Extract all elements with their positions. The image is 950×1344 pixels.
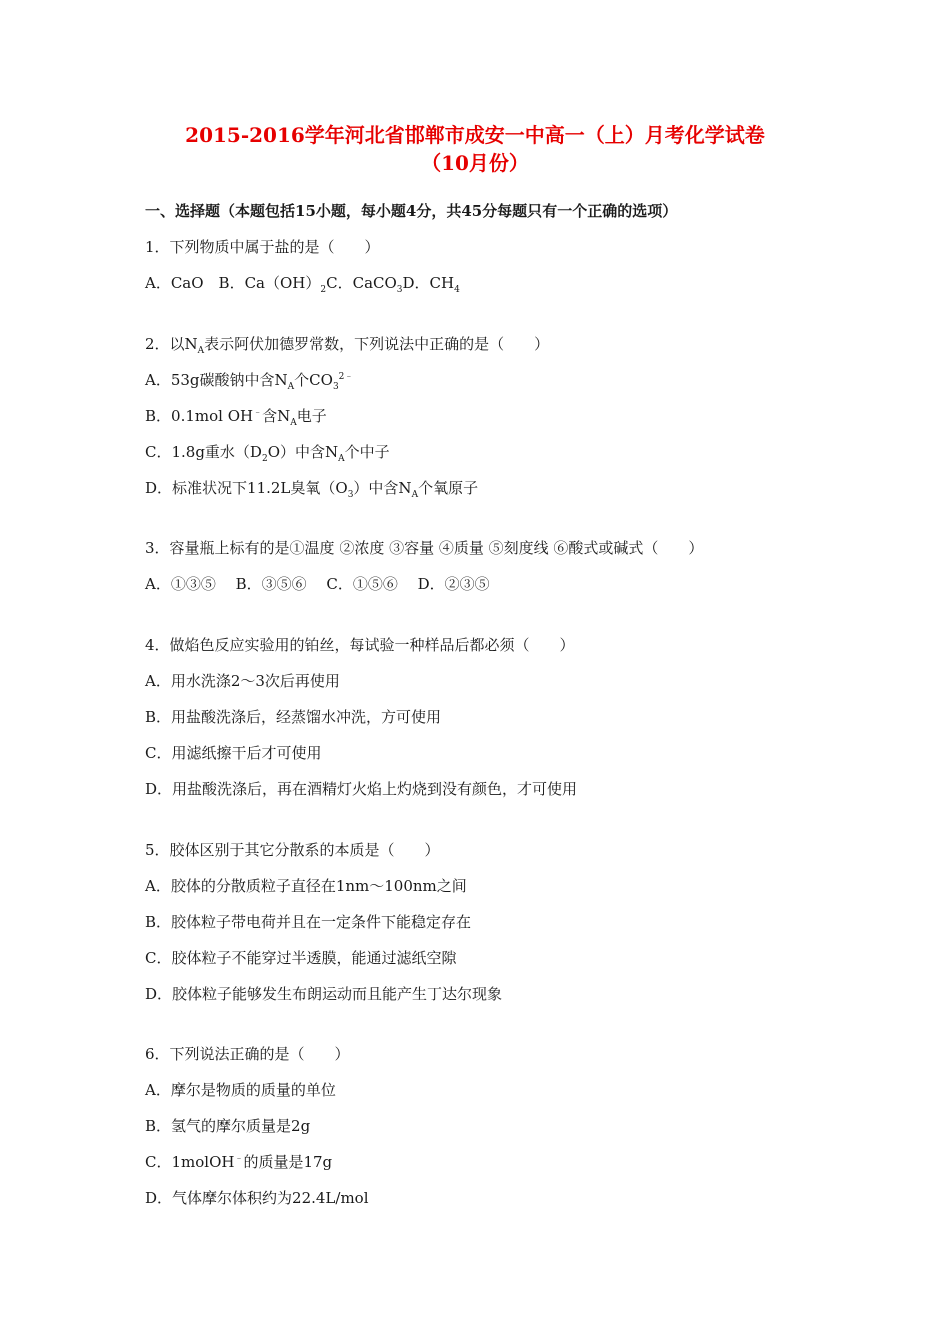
q2c-text: C．1.8g重水（D bbox=[145, 443, 262, 461]
q2d-subscript: A bbox=[411, 490, 419, 500]
exam-title: 2015-2016学年河北省邯郸市成安一中高一（上）月考化学试卷 bbox=[185, 123, 765, 147]
q2b-text: 电子 bbox=[296, 407, 327, 425]
question-5-option-a: A．胶体的分散质粒子直径在1nm～100nm之间 bbox=[145, 877, 467, 895]
q1-subscript: 4 bbox=[454, 285, 460, 295]
q2c-text: O）中含N bbox=[267, 443, 339, 461]
q1-subscript: 3 bbox=[396, 285, 403, 295]
section-heading: 一、选择题（本题包括15小题，每小题4分，共45分每题只有一个正确的选项） bbox=[145, 202, 678, 220]
question-4-option-d: D．用盐酸洗涤后，再在酒精灯火焰上灼烧到没有颜色，才可使用 bbox=[145, 780, 578, 798]
q1-option-text: A．CaO B．Ca（OH） bbox=[145, 274, 321, 292]
question-6-option-d: D．气体摩尔体积约为22.4L/mol bbox=[145, 1189, 369, 1207]
question-2-stem bbox=[145, 333, 549, 355]
q2a-text: A．53g碳酸钠中含N bbox=[145, 371, 288, 389]
question-5-option-c: C．胶体粒子不能穿过半透膜，能通过滤纸空隙 bbox=[145, 949, 457, 967]
question-2-option-d bbox=[145, 477, 478, 499]
q2d-text: ）中含N bbox=[353, 479, 412, 497]
question-1-stem: 1．下列物质中属于盐的是（ ） bbox=[145, 238, 380, 256]
question-4-option-a: A．用水洗涤2～3次后再使用 bbox=[145, 672, 340, 690]
q2b-text: B．0.1mol OH bbox=[145, 407, 254, 425]
question-6-option-a: A．摩尔是物质的质量的单位 bbox=[145, 1081, 336, 1099]
question-6-option-b: B．氢气的摩尔质量是2g bbox=[145, 1117, 311, 1135]
question-5-option-d: D．胶体粒子能够发生布朗运动而且能产生丁达尔现象 bbox=[145, 985, 503, 1003]
q2-stem-text: 2．以N bbox=[145, 335, 198, 353]
question-5-option-b: B．胶体粒子带电荷并且在一定条件下能稳定存在 bbox=[145, 913, 472, 931]
q2a-subscript: 3 bbox=[332, 382, 339, 392]
q6c-text: C．1molOH bbox=[145, 1153, 235, 1171]
q2d-text: 个氧原子 bbox=[418, 479, 479, 497]
q2a-subscript: A bbox=[287, 382, 295, 392]
exam-title-subtitle: （10月份） bbox=[421, 151, 529, 175]
q2d-subscript: 3 bbox=[347, 490, 354, 500]
question-4-stem: 4．做焰色反应实验用的铂丝，每试验一种样品后都必须（ ） bbox=[145, 636, 575, 654]
q2a-superscript: 2﹣ bbox=[338, 372, 354, 382]
question-2-option-a bbox=[145, 369, 353, 391]
q2-subscript: A bbox=[197, 346, 205, 356]
question-4-option-b: B．用盐酸洗涤后，经蒸馏水冲洗，方可使用 bbox=[145, 708, 442, 726]
q2b-text: 含N bbox=[262, 407, 291, 425]
q1-option-text: C．CaCO bbox=[326, 274, 397, 292]
q2-stem-text: 表示阿伏加德罗常数，下列说法中正确的是（ ） bbox=[204, 335, 550, 353]
q2a-text: 个CO bbox=[294, 371, 333, 389]
question-2-option-c bbox=[145, 441, 390, 463]
q1-option-text: D．CH bbox=[402, 274, 455, 292]
q2c-text: 个中子 bbox=[344, 443, 390, 461]
q2b-subscript: A bbox=[290, 418, 297, 428]
question-6-stem: 6．下列说法正确的是（ ） bbox=[145, 1045, 350, 1063]
q2b-superscript: ﹣ bbox=[253, 408, 263, 418]
q1-subscript: 2 bbox=[320, 285, 327, 295]
question-3-options: A．①③⑤ B．③⑤⑥ C．①⑤⑥ D．②③⑤ bbox=[145, 575, 490, 593]
q6c-text: 的质量是17g bbox=[243, 1153, 333, 1171]
q2c-subscript: A bbox=[338, 454, 345, 464]
question-6-option-c bbox=[145, 1151, 332, 1173]
question-4-option-c: C．用滤纸擦干后才可使用 bbox=[145, 744, 322, 762]
question-3-stem: 3．容量瓶上标有的是①温度 ②浓度 ③容量 ④质量 ⑤刻度线 ⑥酸式或碱式（ ） bbox=[145, 539, 704, 557]
question-2-option-b bbox=[145, 405, 327, 427]
question-5-stem: 5．胶体区别于其它分散系的本质是（ ） bbox=[145, 841, 440, 859]
q6c-superscript: ﹣ bbox=[234, 1154, 244, 1164]
q2c-subscript: 2 bbox=[261, 454, 268, 464]
question-1-options bbox=[145, 272, 460, 294]
q2d-text: D．标准状况下11.2L臭氧（O bbox=[145, 479, 348, 497]
